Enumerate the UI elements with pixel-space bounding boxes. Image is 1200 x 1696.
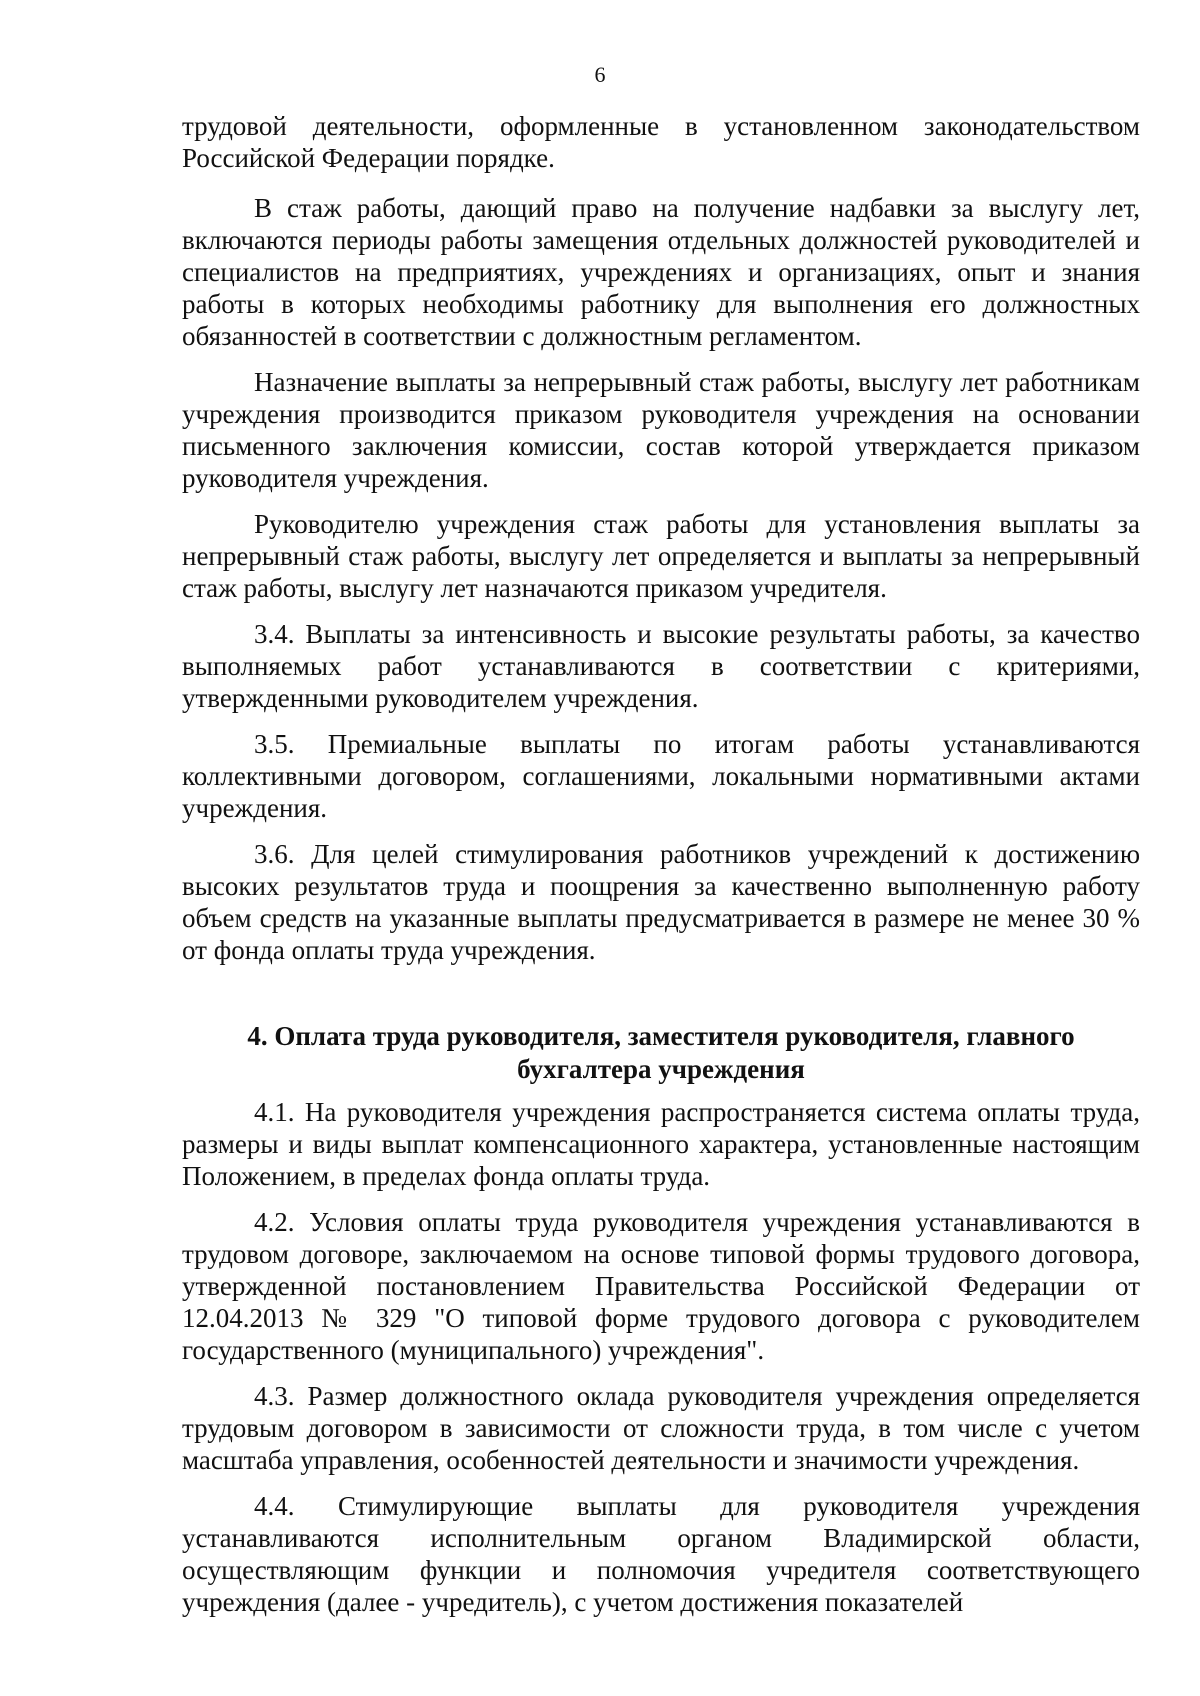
paragraph-head-seniority: Руководителю учреждения стаж работы для установления выплаты за непрерывный стаж работы, выслугу лет определяется и выплаты за непрерывный стаж работы, выслугу лет назначаются приказом учредителя.: [182, 509, 1140, 603]
paragraph-3-5: 3.5. Премиальные выплаты по итогам работы устанавливаются коллективными договором, соглашениями, локальными нормативными актами учреждения.: [182, 729, 1140, 823]
paragraph-seniority-periods: В стаж работы, дающий право на получение надбавки за выслугу лет, включаются периоды работы замещения отдельных должностей руководителей и специалистов на предприятиях, учреждениях и организациях, опыт и знания работы в которых необходимы работнику для выполнения его должностных обязанностей в соответствии с должностным регламентом.: [182, 193, 1140, 351]
section-4-heading-line2: бухгалтера учреждения: [517, 1054, 805, 1084]
paragraph-4-2: 4.2. Условия оплаты труда руководителя учреждения устанавливаются в трудовом договоре, заключаемом на основе типовой формы трудового договора, утвержденной постановлением Правительства Российской Федерации от 12.04.2013 № 329 "О типовой форме трудового договора с руководителем государственного (муниципального) учреждения".: [182, 1207, 1140, 1365]
paragraph-4-1: 4.1. На руководителя учреждения распространяется система оплаты труда, размеры и виды выплат компенсационного характера, установленные настоящим Положением, в пределах фонда оплаты труда.: [182, 1097, 1140, 1191]
paragraph-3-6: 3.6. Для целей стимулирования работников учреждений к достижению высоких результатов труда и поощрения за качественно выполненную работу объем средств на указанные выплаты предусматривается в размере не менее 30 % от фонда оплаты труда учреждения.: [182, 839, 1140, 965]
section-4-heading-line1: 4. Оплата труда руководителя, заместителя руководителя, главного: [247, 1021, 1075, 1051]
paragraph-appointment-order: Назначение выплаты за непрерывный стаж работы, выслугу лет работникам учреждения производится приказом руководителя учреждения на основании письменного заключения комиссии, состав которой утверждается приказом руководителя учреждения.: [182, 367, 1140, 493]
section-4-heading: [182, 1020, 1140, 1086]
paragraph-3-4: 3.4. Выплаты за интенсивность и высокие результаты работы, за качество выполняемых работ устанавливаются в соответствии с критериями, утвержденными руководителем учреждения.: [182, 619, 1140, 713]
document-body: [182, 110, 1140, 1632]
paragraph-continuation: трудовой деятельности, оформленные в установленном законодательством Российской Федерации порядке.: [182, 111, 1140, 173]
paragraph-4-3: 4.3. Размер должностного оклада руководителя учреждения определяется трудовым договором в зависимости от сложности труда, в том числе с учетом масштаба управления, особенностей деятельности и значимости учреждения.: [182, 1381, 1140, 1475]
paragraph-4-4: 4.4. Стимулирующие выплаты для руководителя учреждения устанавливаются исполнительным органом Владимирской области, осуществляющим функции и полномочия учредителя соответствующего учреждения (далее - учредитель), с учетом достижения показателей: [182, 1491, 1140, 1617]
page-number: 6: [594, 62, 606, 87]
